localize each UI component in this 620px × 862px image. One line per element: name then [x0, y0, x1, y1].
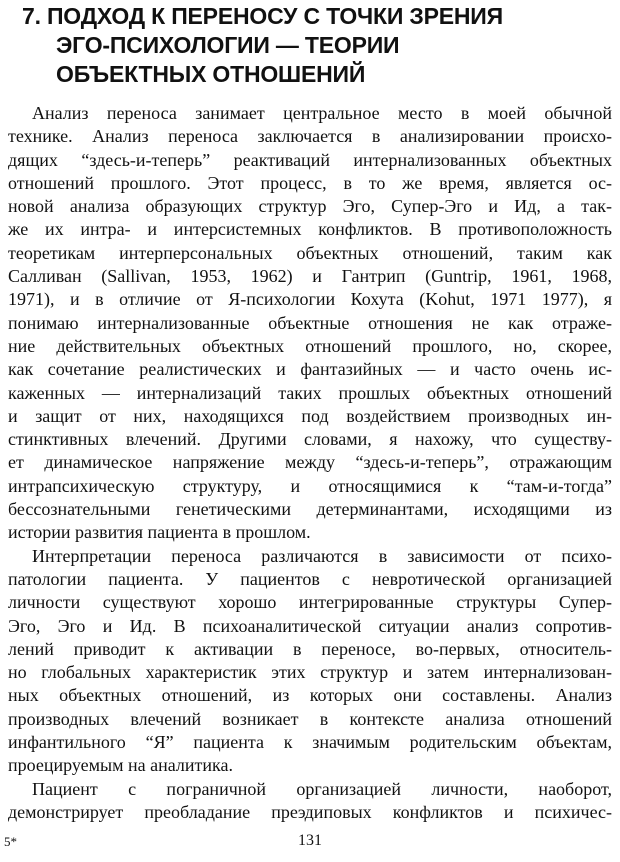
- text-line: Пациент с пограничной организацией личности, наоборот,: [32, 778, 612, 799]
- text-line: инфантильного “Я” пациента к значимым родительским объектам,: [8, 732, 612, 753]
- text-line: Интерпретации переноса различаются в зависимости от психо-: [32, 545, 612, 566]
- text-line: интрапсихическую структуру, и относящимися к “там-и-тогда”: [8, 475, 612, 496]
- text-line: же их интра- и интерсистемных конфликтов. В противоположность: [8, 219, 612, 240]
- signature-mark: 5*: [4, 834, 17, 849]
- text-line: теоретикам интерперсональных объектных отношений, таким как: [8, 242, 612, 263]
- text-line: технике. Анализ переноса заключается в анализировании происхо-: [8, 126, 612, 147]
- text-line: ных объектных отношений, из которых они составлены. Анализ: [8, 685, 612, 706]
- text-line: Анализ переноса занимает центральное место в моей обычной: [32, 103, 612, 123]
- text-line: Эго, Эго и Ид. В психоаналитической ситуации анализ сопротив-: [8, 615, 612, 636]
- text-line: лений приводит к активации в переносе, во-первых, относитель-: [8, 638, 612, 659]
- paragraph: [8, 778, 612, 825]
- page-number: 131: [298, 832, 322, 849]
- text-line: демонстрирует преобладание преэдиповых конфликтов и психичес-: [8, 801, 612, 822]
- text-line: истории развития пациента в прошлом.: [8, 522, 311, 543]
- text-line: как сочетание реалистических и фантазийных — и часто очень ис-: [8, 359, 612, 380]
- text-line: Салливан (Sallivan, 1953, 1962) и Гантрип (Guntrip, 1961, 1968,: [8, 266, 612, 287]
- text-line: производных влечений возникает в контексте анализа отношений: [8, 708, 612, 729]
- text-line: личности существуют хорошо интегрированные структуры Супер-: [8, 592, 612, 613]
- text-line: каженных — интернализаций таких прошлых объектных отношений: [8, 382, 612, 403]
- text-line: бессознательными генетическими детерминантами, исходящими из: [8, 499, 612, 520]
- text-line: ет динамическое напряжение между “здесь-и-теперь”, отражающим: [8, 452, 612, 473]
- chapter-heading: [22, 2, 612, 89]
- page-footer: [0, 830, 620, 854]
- text-line: дящих “здесь-и-теперь” реактиваций интернализованных объектных: [8, 149, 612, 170]
- text-line: понимаю интернализованные объектные отношения не как отраже-: [8, 312, 612, 333]
- text-line: но глобальных характеристик этих структур и затем интернализован-: [8, 662, 612, 683]
- text-line: и защит от них, находящихся под воздействием производных ин-: [8, 405, 612, 426]
- heading-line: ОБЪЕКТНЫХ ОТНОШЕНИЙ: [56, 61, 366, 87]
- text-line: отношений прошлого. Этот процесс, в то же время, является ос-: [8, 172, 612, 193]
- heading-line: ЭГО-ПСИХОЛОГИИ — ТЕОРИИ: [56, 32, 400, 58]
- text-line: 1971), и в отличие от Я-психологии Кохута (Kohut, 1971 1977), я: [8, 289, 612, 310]
- body-text: [8, 102, 612, 824]
- heading-line: 7. ПОДХОД К ПЕРЕНОСУ С ТОЧКИ ЗРЕНИЯ: [22, 3, 503, 29]
- text-line: проецируемым на аналитика.: [8, 755, 233, 776]
- text-line: ние действительных объектных отношений прошлого, но, скорее,: [8, 335, 612, 356]
- text-line: патологии пациента. У пациентов с невротической организацией: [8, 568, 612, 589]
- text-line: стинктивных влечений. Другими словами, я нахожу, что существу-: [8, 429, 612, 450]
- paragraph: [8, 102, 612, 545]
- paragraph: [8, 545, 612, 778]
- text-line: новой анализа образующих структур Эго, Супер-Эго и Ид, а так-: [8, 196, 612, 217]
